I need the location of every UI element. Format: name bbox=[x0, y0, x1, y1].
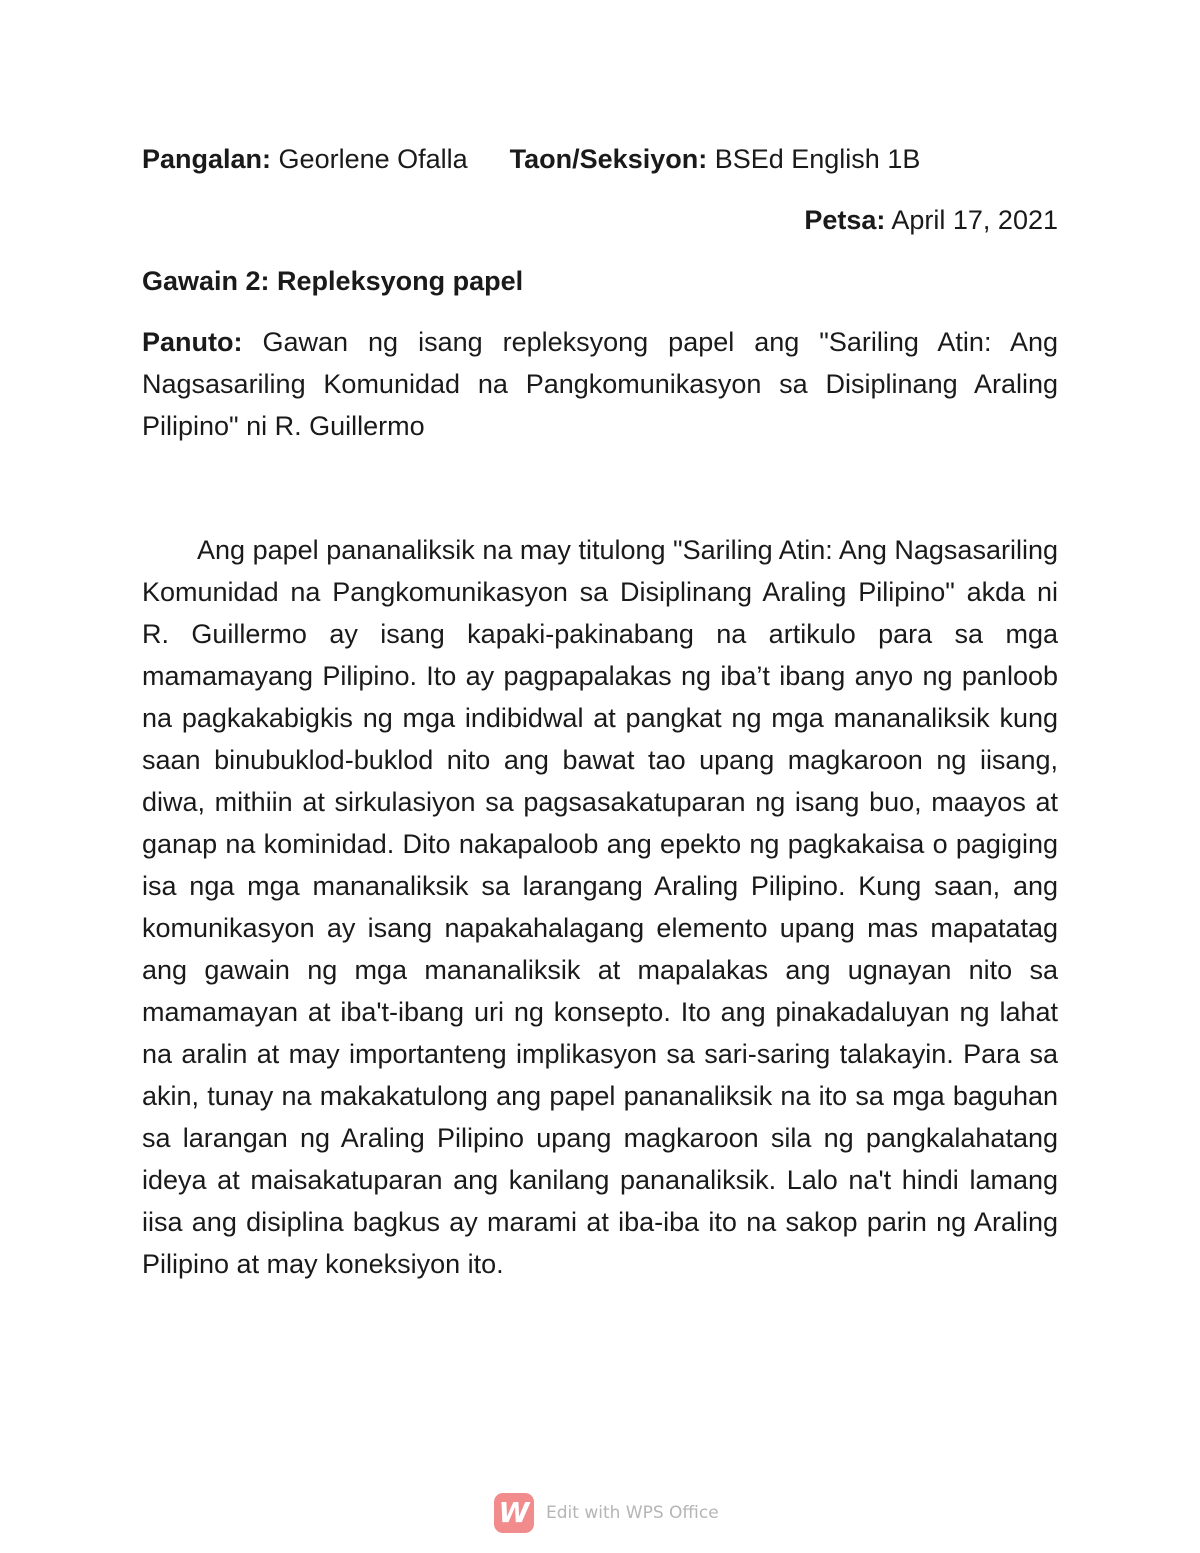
instructions bbox=[142, 321, 1058, 447]
date-label: Petsa: bbox=[804, 205, 886, 235]
activity-title: Gawain 2: Repleksyong papel bbox=[142, 266, 524, 296]
wps-badge-text: Edit with WPS Office bbox=[546, 1503, 719, 1523]
header-row bbox=[142, 138, 1058, 180]
name-field bbox=[142, 138, 468, 180]
date-field bbox=[142, 199, 1058, 241]
date-value: April 17, 2021 bbox=[891, 205, 1058, 235]
wps-edit-badge[interactable] bbox=[494, 1493, 719, 1533]
instructions-text: Gawan ng isang repleksyong papel ang "Sariling Atin: Ang Nagsasariling Komunidad na Pangkomunikasyon sa Disiplinang Araling Pilipino" ni R. Guillermo bbox=[142, 327, 1058, 441]
document-page bbox=[142, 138, 1058, 1285]
section-value: BSEd English 1B bbox=[714, 144, 921, 174]
wps-logo-icon: W bbox=[494, 1493, 534, 1533]
name-value: Georlene Ofalla bbox=[278, 144, 468, 174]
instructions-label: Panuto: bbox=[142, 327, 243, 357]
name-label: Pangalan: bbox=[142, 144, 272, 174]
reflection-paragraph: Ang papel pananaliksik na may titulong "Sariling Atin: Ang Nagsasariling Komunidad na Pangkomunikasyon sa Disiplinang Araling Pilipino" akda ni R. Guillermo ay isang kapaki-pakinabang na artikulo para sa mga mamamayang Pilipino. Ito ay pagpapalakas ng iba’t ibang anyo ng panloob na pagkakabigkis ng mga indibidwal at pangkat ng mga mananaliksik kung saan binubuklod-buklod nito ang bawat tao upang magkaroon ng iisang, diwa, mithiin at sirkulasiyon sa pagsasakatuparan ng isang buo, maayos at ganap na kominidad. Dito nakapaloob ang epekto ng pagkakaisa o pagiging isa nga mga mananaliksik sa larangang Araling Pilipino. Kung saan, ang komunikasyon ay isang napakahalagang elemento upang mas mapatatag ang gawain ng mga mananaliksik at mapalakas ang ugnayan nito sa mamamayan at iba't-ibang uri ng konsepto. Ito ang pinakadaluyan ng lahat na aralin at may importanteng implikasyon sa sari-saring talakayin. Para sa akin, tunay na makakatulong ang papel pananaliksik na ito sa mga baguhan sa larangan ng Araling Pilipino upang magkaroon sila ng pangkalahatang ideya at maisakatuparan ang kanilang pananaliksik. Lalo na't hindi lamang iisa ang disiplina bagkus ay marami at iba-iba ito na sakop parin ng Araling Pilipino at may koneksiyon ito. bbox=[142, 535, 1058, 1279]
section-label: Taon/Seksiyon: bbox=[509, 144, 708, 174]
section-field bbox=[510, 138, 921, 180]
